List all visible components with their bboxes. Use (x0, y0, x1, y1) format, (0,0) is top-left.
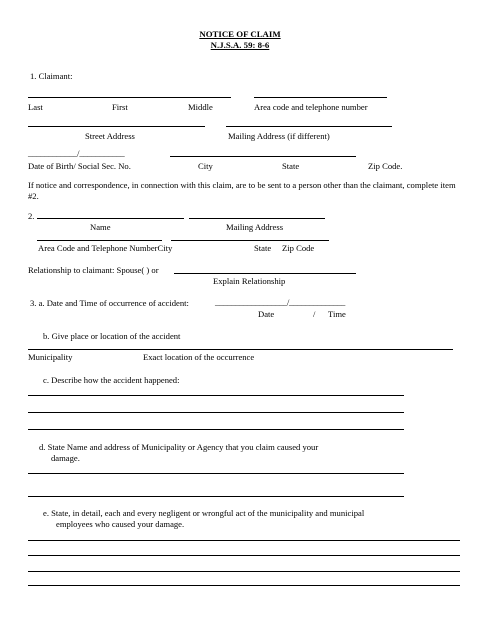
form-statute: N.J.S.A. 59: 8-6 (210, 40, 270, 50)
label-slash: / (313, 309, 316, 319)
item3c-label: c. Describe how the accident happened: (43, 375, 180, 385)
label-middle: Middle (188, 102, 213, 112)
label-item2-phone-city: Area Code and Telephone NumberCity (38, 243, 173, 253)
label-street: Street Address (85, 131, 135, 141)
negligence-line-3[interactable] (28, 571, 460, 572)
label-phone: Area code and telephone number (254, 102, 368, 112)
label-item2-mailing: Mailing Address (226, 222, 284, 232)
agency-line-2[interactable] (28, 496, 404, 497)
claimant-heading: 1. Claimant: (30, 71, 73, 81)
label-mailing: Mailing Address (if different) (228, 131, 330, 141)
relationship-line[interactable] (174, 273, 356, 274)
negligence-line-1[interactable] (28, 540, 460, 541)
item2-name-line[interactable] (37, 218, 184, 219)
label-last: Last (28, 102, 43, 112)
describe-line-1[interactable] (28, 395, 404, 396)
label-time: Time (328, 309, 346, 319)
location-line[interactable] (28, 349, 453, 350)
label-municipality: Municipality (28, 352, 73, 362)
agency-line-1[interactable] (28, 473, 404, 474)
item3b-label: b. Give place or location of the accident (43, 331, 181, 341)
dob-ssn-field[interactable]: ____________/___________ (28, 148, 125, 158)
item2-phone-line[interactable] (37, 240, 162, 241)
instruction-text: If notice and correspondence, in connection with this claim, are to be sent to a person other than the claimant, complete item #2. (28, 180, 456, 201)
claimant-phone-line[interactable] (254, 97, 387, 98)
item3a-label: 3. a. Date and Time of occurrence of accident: (30, 298, 189, 308)
label-exact-location: Exact location of the occurrence (143, 352, 255, 362)
label-item2-zip: Zip Code (282, 243, 315, 253)
label-item2-state: State (254, 243, 272, 253)
label-date: Date (258, 309, 275, 319)
date-time-field[interactable]: __________________/______________ (215, 297, 345, 307)
describe-line-3[interactable] (28, 429, 404, 430)
label-zip: Zip Code. (368, 161, 403, 171)
claimant-name-line[interactable] (28, 97, 231, 98)
label-first: First (112, 102, 128, 112)
mailing-address-line[interactable] (226, 126, 392, 127)
item3d-label-line1: d. State Name and address of Municipality or Agency that you claim caused your (39, 442, 319, 452)
describe-line-2[interactable] (28, 412, 404, 413)
item2-number: 2. (28, 211, 35, 221)
relationship-label: Relationship to claimant: Spouse( ) or (28, 265, 159, 275)
negligence-line-2[interactable] (28, 555, 460, 556)
label-item2-name: Name (90, 222, 111, 232)
item3e-label-line2: employees who caused your damage. (56, 519, 185, 529)
label-explain-relationship: Explain Relationship (213, 276, 286, 286)
label-city: City (198, 161, 213, 171)
city-state-line[interactable] (170, 156, 356, 157)
street-address-line[interactable] (28, 126, 205, 127)
label-dob-ssn: Date of Birth/ Social Sec. No. (28, 161, 131, 171)
label-state: State (282, 161, 300, 171)
item2-mailing-line[interactable] (189, 218, 325, 219)
item3d-label-line2: damage. (51, 453, 80, 463)
item2-city-line[interactable] (171, 240, 329, 241)
negligence-line-4[interactable] (28, 585, 460, 586)
item3e-label-line1: e. State, in detail, each and every negligent or wrongful act of the municipality and municipal (43, 508, 365, 518)
form-title: NOTICE OF CLAIM (199, 29, 281, 39)
